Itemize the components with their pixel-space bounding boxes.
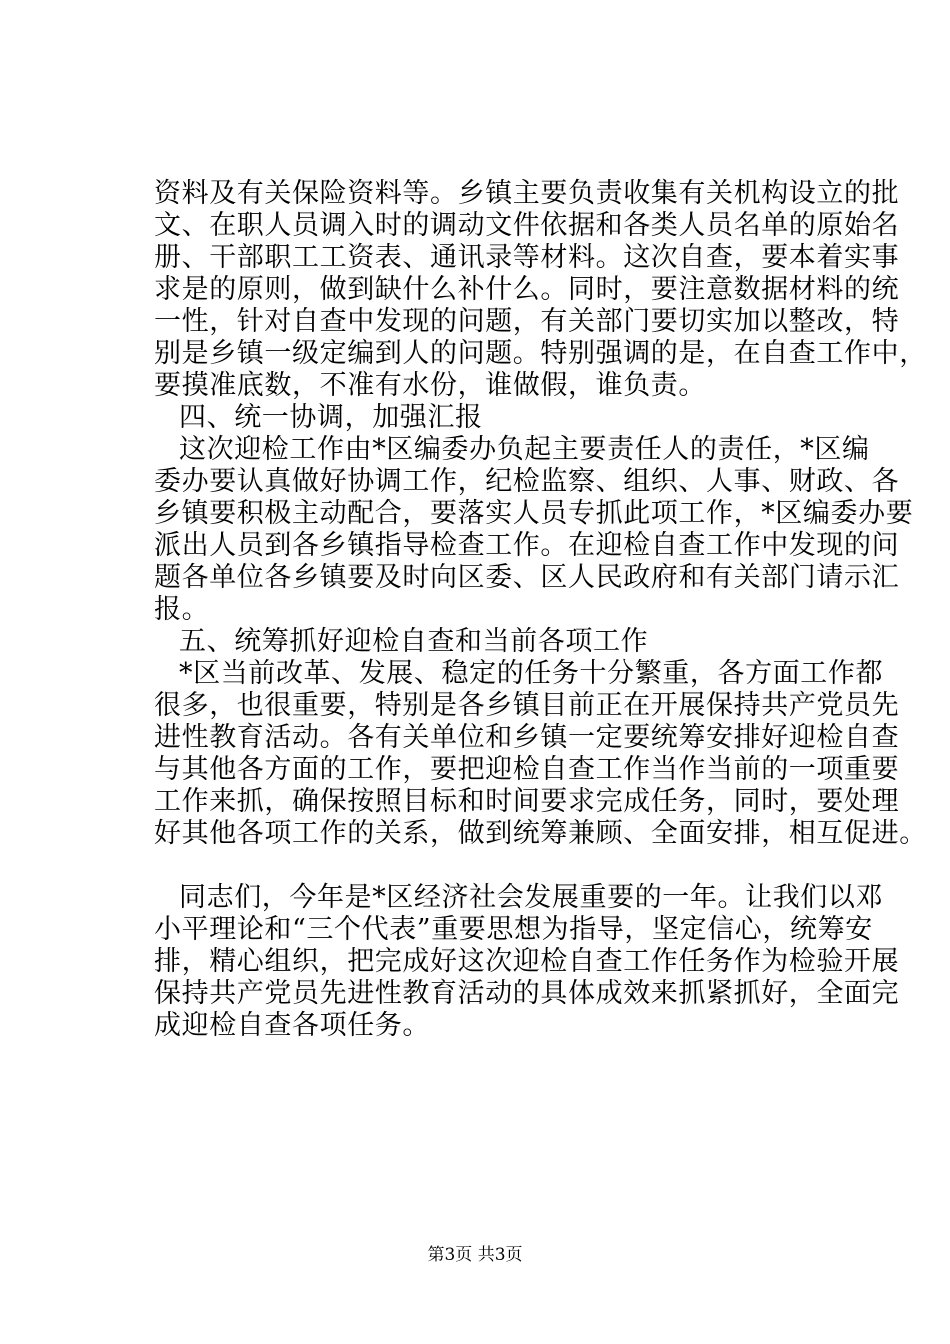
body-text-line: 要摸准底数，不准有水份，谁做假，谁负责。 xyxy=(154,370,706,401)
body-text-line: 与其他各方面的工作，要把迎检自查工作当作当前的一项重要 xyxy=(154,754,900,785)
section-heading-5: 五、统筹抓好迎检自查和当前各项工作 xyxy=(179,626,649,657)
body-text-line: 同志们，今年是*区经济社会发展重要的一年。让我们以邓 xyxy=(179,882,884,913)
body-text-line: 排，精心组织，把完成好这次迎检自查工作任务作为检验开展 xyxy=(154,946,900,977)
body-text-line: 工作来抓，确保按照目标和时间要求完成任务，同时，要处理 xyxy=(154,786,900,817)
body-text-line: 册、干部职工工资表、通讯录等材料。这次自查，要本着实事 xyxy=(154,242,900,273)
body-text-line: *区当前改革、发展、稳定的任务十分繁重，各方面工作都 xyxy=(179,658,884,689)
section-heading-4: 四、统一协调，加强汇报 xyxy=(179,402,483,433)
body-text-line: 文、在职人员调入时的调动文件依据和各类人员名单的原始名 xyxy=(154,210,900,241)
body-text-line: 一性，针对自查中发现的问题，有关部门要切实加以整改，特 xyxy=(154,306,900,337)
body-text-line: 进性教育活动。各有关单位和乡镇一定要统筹安排好迎检自查 xyxy=(154,722,900,753)
body-text-line: 保持共产党员先进性教育活动的具体成效来抓紧抓好，全面完 xyxy=(154,978,900,1009)
body-text-line: 求是的原则，做到缺什么补什么。同时，要注意数据材料的统 xyxy=(154,274,900,305)
body-text-line: 报。 xyxy=(154,594,210,625)
page-number-footer: 第3页 共3页 xyxy=(427,1245,523,1265)
body-text-line: 题各单位各乡镇要及时向区委、区人民政府和有关部门请示汇 xyxy=(154,562,900,593)
body-text-line: 委办要认真做好协调工作，纪检监察、组织、人事、财政、各 xyxy=(154,466,900,497)
body-text-line: 很多，也很重要，特别是各乡镇目前正在开展保持共产党员先 xyxy=(154,690,900,721)
body-text-line: 成迎检自查各项任务。 xyxy=(154,1010,430,1041)
body-text-line: 派出人员到各乡镇指导检查工作。在迎检自查工作中发现的问 xyxy=(154,530,900,561)
body-text-line: 别是乡镇一级定编到人的问题。特别强调的是，在自查工作中， xyxy=(154,338,927,369)
body-text-line: 小平理论和“三个代表”重要思想为指导，坚定信心，统筹安 xyxy=(154,914,873,945)
body-text-line: 这次迎检工作由*区编委办负起主要责任人的责任，*区编 xyxy=(179,434,870,465)
body-text-line: 资料及有关保险资料等。乡镇主要负责收集有关机构设立的批 xyxy=(154,178,900,209)
body-text-line: 好其他各项工作的关系，做到统筹兼顾、全面安排，相互促进。 xyxy=(154,818,927,849)
body-text-line: 乡镇要积极主动配合，要落实人员专抓此项工作，*区编委办要 xyxy=(154,498,914,529)
